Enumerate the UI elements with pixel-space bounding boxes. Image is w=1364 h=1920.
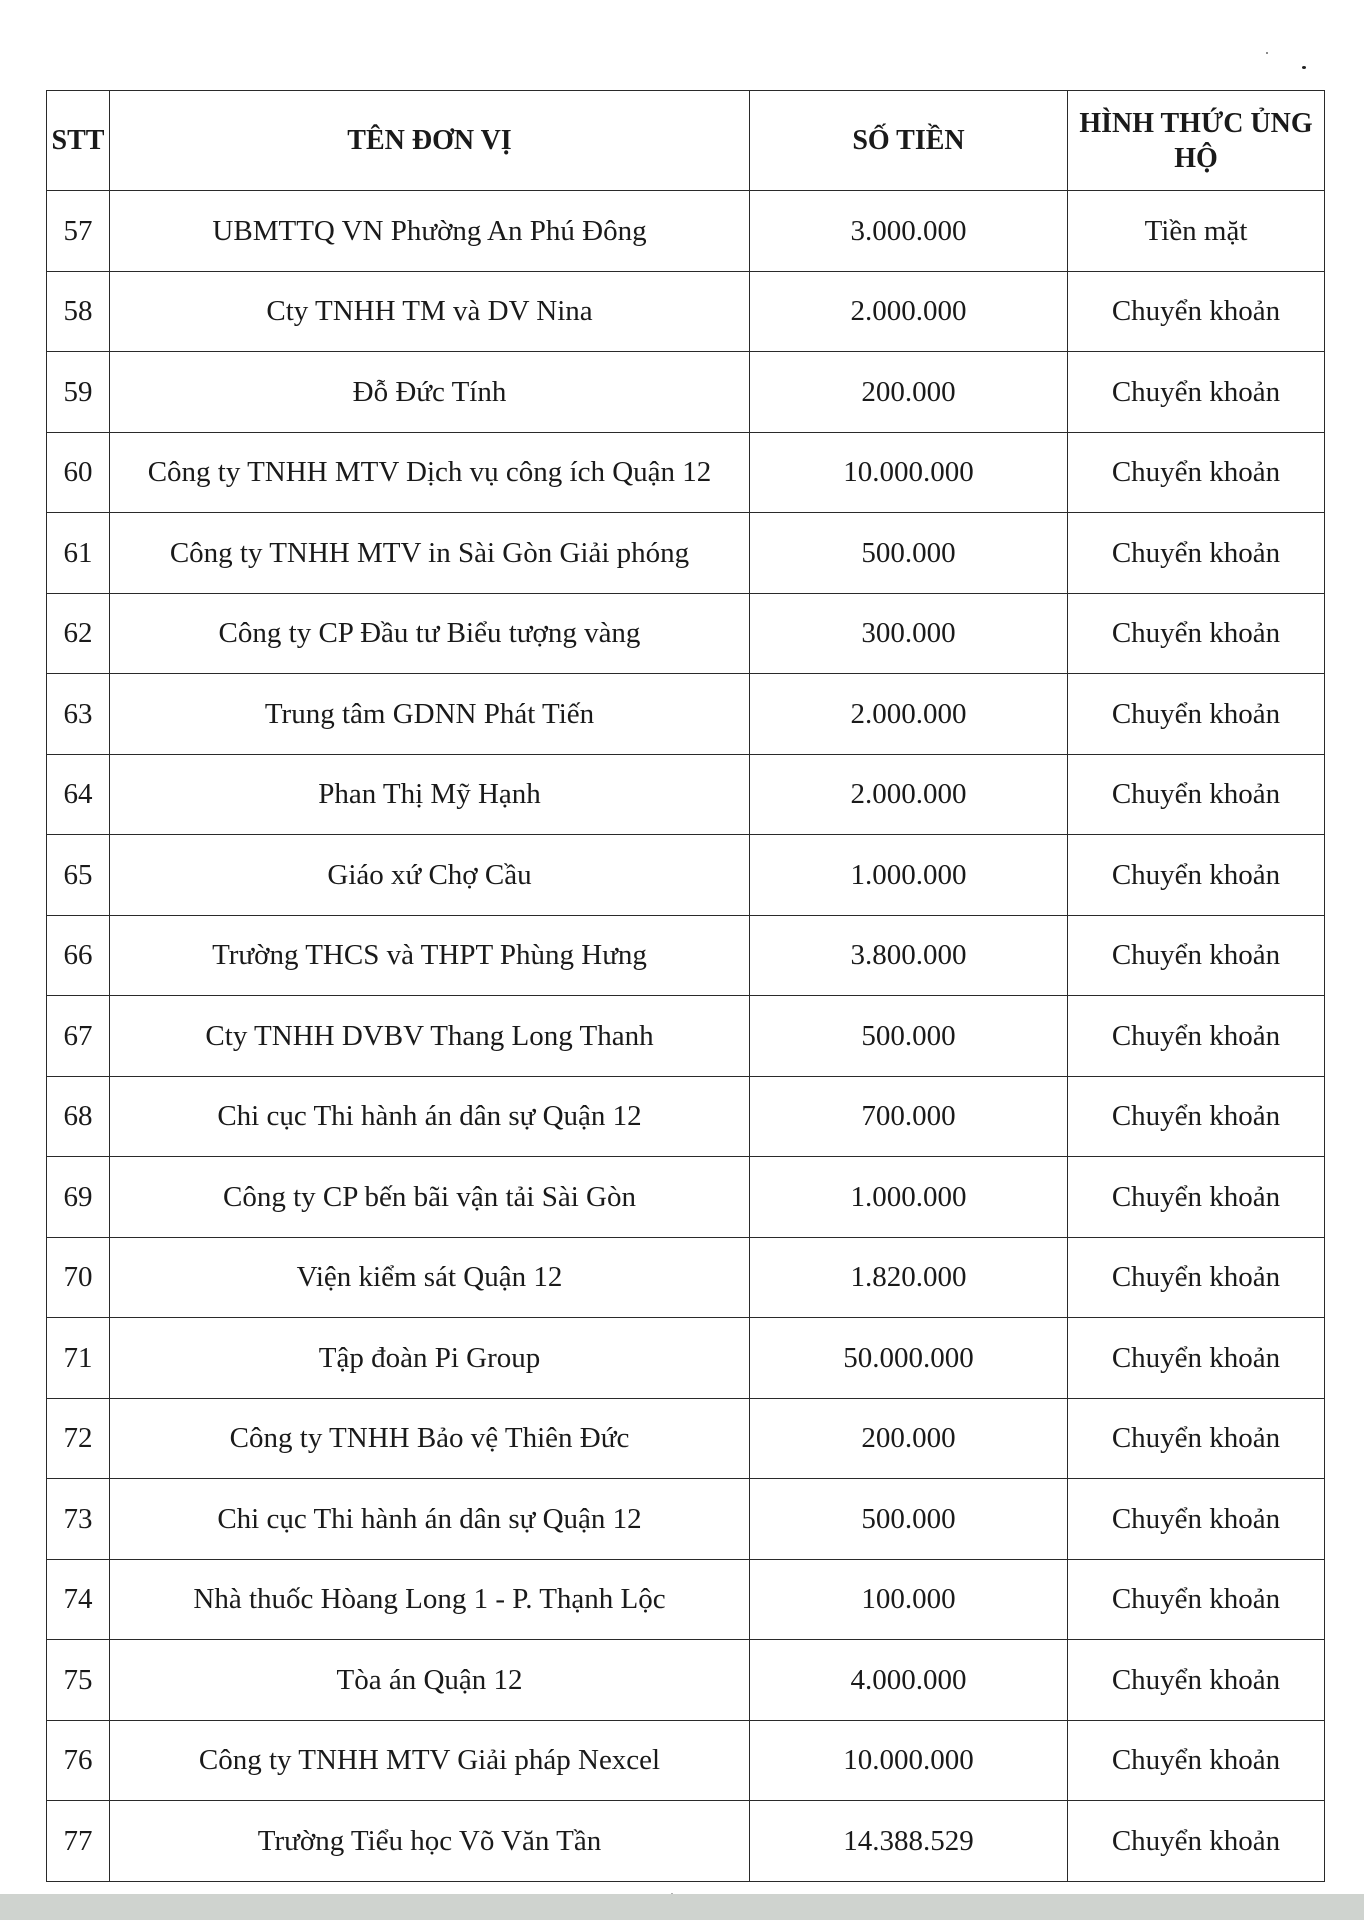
table-header-row	[47, 91, 1325, 191]
table-row	[47, 1479, 1325, 1560]
table-row	[47, 191, 1325, 272]
cell-name: Công ty TNHH MTV Dịch vụ công ích Quận 12	[110, 432, 750, 513]
table-row	[47, 513, 1325, 594]
cell-stt: 64	[47, 754, 110, 835]
cell-amount: 10.000.000	[750, 432, 1068, 513]
cell-type: Chuyển khoản	[1068, 674, 1325, 755]
cell-name: Chi cục Thi hành án dân sự Quận 12	[110, 1479, 750, 1560]
cell-type: Chuyển khoản	[1068, 1479, 1325, 1560]
cell-name: Nhà thuốc Hòang Long 1 - P. Thạnh Lộc	[110, 1559, 750, 1640]
cell-name: Đỗ Đức Tính	[110, 352, 750, 433]
table-body	[47, 191, 1325, 1882]
cell-amount: 500.000	[750, 1479, 1068, 1560]
cell-amount: 4.000.000	[750, 1640, 1068, 1721]
scan-dot	[1302, 66, 1306, 69]
cell-stt: 67	[47, 996, 110, 1077]
cell-name: Trường Tiểu học Võ Văn Tần	[110, 1801, 750, 1882]
cell-type: Chuyển khoản	[1068, 1398, 1325, 1479]
cell-type: Chuyển khoản	[1068, 271, 1325, 352]
cell-type: Chuyển khoản	[1068, 996, 1325, 1077]
cell-type: Chuyển khoản	[1068, 1318, 1325, 1399]
cell-name: Cty TNHH TM và DV Nina	[110, 271, 750, 352]
cell-type: Chuyển khoản	[1068, 835, 1325, 916]
cell-amount: 2.000.000	[750, 674, 1068, 755]
cell-name: Trường THCS và THPT Phùng Hưng	[110, 915, 750, 996]
table-row	[47, 1076, 1325, 1157]
cell-type: Chuyển khoản	[1068, 1559, 1325, 1640]
cell-amount: 700.000	[750, 1076, 1068, 1157]
cell-stt: 58	[47, 271, 110, 352]
cell-amount: 2.000.000	[750, 271, 1068, 352]
header-stt: STT	[47, 91, 110, 191]
table-row	[47, 1640, 1325, 1721]
cell-name: Trung tâm GDNN Phát Tiến	[110, 674, 750, 755]
cell-stt: 76	[47, 1720, 110, 1801]
table-row	[47, 915, 1325, 996]
cell-type: Tiền mặt	[1068, 191, 1325, 272]
cell-amount: 1.000.000	[750, 1157, 1068, 1238]
cell-name: Tập đoàn Pi Group	[110, 1318, 750, 1399]
cell-stt: 61	[47, 513, 110, 594]
cell-type: Chuyển khoản	[1068, 915, 1325, 996]
cell-type: Chuyển khoản	[1068, 1801, 1325, 1882]
cell-stt: 68	[47, 1076, 110, 1157]
cell-type: Chuyển khoản	[1068, 432, 1325, 513]
cell-name: Cty TNHH DVBV Thang Long Thanh	[110, 996, 750, 1077]
table-row	[47, 1398, 1325, 1479]
scan-dot	[1266, 52, 1268, 54]
cell-amount: 14.388.529	[750, 1801, 1068, 1882]
table-row	[47, 432, 1325, 513]
cell-amount: 500.000	[750, 513, 1068, 594]
cell-stt: 59	[47, 352, 110, 433]
cell-type: Chuyển khoản	[1068, 1640, 1325, 1721]
table-row	[47, 1720, 1325, 1801]
cell-type: Chuyển khoản	[1068, 352, 1325, 433]
cell-name: Viện kiểm sát Quận 12	[110, 1237, 750, 1318]
cell-stt: 60	[47, 432, 110, 513]
table-row	[47, 1801, 1325, 1882]
table-row	[47, 271, 1325, 352]
cell-name: Công ty TNHH MTV in Sài Gòn Giải phóng	[110, 513, 750, 594]
header-amount: SỐ TIỀN	[750, 91, 1068, 191]
cell-amount: 1.000.000	[750, 835, 1068, 916]
page-edge	[0, 1894, 1364, 1920]
cell-type: Chuyển khoản	[1068, 1157, 1325, 1238]
cell-stt: 72	[47, 1398, 110, 1479]
table-row	[47, 1237, 1325, 1318]
cell-stt: 57	[47, 191, 110, 272]
table-row	[47, 593, 1325, 674]
cell-type: Chuyển khoản	[1068, 1237, 1325, 1318]
cell-stt: 75	[47, 1640, 110, 1721]
cell-name: Công ty CP bến bãi vận tải Sài Gòn	[110, 1157, 750, 1238]
cell-stt: 70	[47, 1237, 110, 1318]
table-row	[47, 835, 1325, 916]
cell-stt: 69	[47, 1157, 110, 1238]
table-row	[47, 754, 1325, 835]
cell-amount: 3.000.000	[750, 191, 1068, 272]
cell-stt: 74	[47, 1559, 110, 1640]
cell-amount: 2.000.000	[750, 754, 1068, 835]
cell-name: Giáo xứ Chợ Cầu	[110, 835, 750, 916]
cell-name: Chi cục Thi hành án dân sự Quận 12	[110, 1076, 750, 1157]
cell-name: Công ty TNHH MTV Giải pháp Nexcel	[110, 1720, 750, 1801]
cell-stt: 73	[47, 1479, 110, 1560]
table-row	[47, 1157, 1325, 1238]
cell-amount: 500.000	[750, 996, 1068, 1077]
cell-stt: 65	[47, 835, 110, 916]
cell-name: Tòa án Quận 12	[110, 1640, 750, 1721]
cell-amount: 1.820.000	[750, 1237, 1068, 1318]
donation-table	[46, 90, 1325, 1882]
table-row	[47, 674, 1325, 755]
cell-stt: 63	[47, 674, 110, 755]
cell-amount: 3.800.000	[750, 915, 1068, 996]
cell-amount: 300.000	[750, 593, 1068, 674]
cell-stt: 66	[47, 915, 110, 996]
cell-type: Chuyển khoản	[1068, 593, 1325, 674]
cell-amount: 200.000	[750, 1398, 1068, 1479]
table-row	[47, 1559, 1325, 1640]
table-row	[47, 1318, 1325, 1399]
cell-amount: 10.000.000	[750, 1720, 1068, 1801]
cell-amount: 200.000	[750, 352, 1068, 433]
cell-name: Phan Thị Mỹ Hạnh	[110, 754, 750, 835]
cell-name: UBMTTQ VN Phường An Phú Đông	[110, 191, 750, 272]
cell-stt: 77	[47, 1801, 110, 1882]
cell-amount: 50.000.000	[750, 1318, 1068, 1399]
cell-stt: 62	[47, 593, 110, 674]
table-row	[47, 352, 1325, 433]
cell-type: Chuyển khoản	[1068, 1720, 1325, 1801]
cell-type: Chuyển khoản	[1068, 1076, 1325, 1157]
cell-stt: 71	[47, 1318, 110, 1399]
header-type: HÌNH THỨC ỦNG HỘ	[1068, 91, 1325, 191]
cell-name: Công ty CP Đầu tư Biểu tượng vàng	[110, 593, 750, 674]
cell-name: Công ty TNHH Bảo vệ Thiên Đức	[110, 1398, 750, 1479]
cell-type: Chuyển khoản	[1068, 754, 1325, 835]
header-name: TÊN ĐƠN VỊ	[110, 91, 750, 191]
table-row	[47, 996, 1325, 1077]
cell-type: Chuyển khoản	[1068, 513, 1325, 594]
cell-amount: 100.000	[750, 1559, 1068, 1640]
